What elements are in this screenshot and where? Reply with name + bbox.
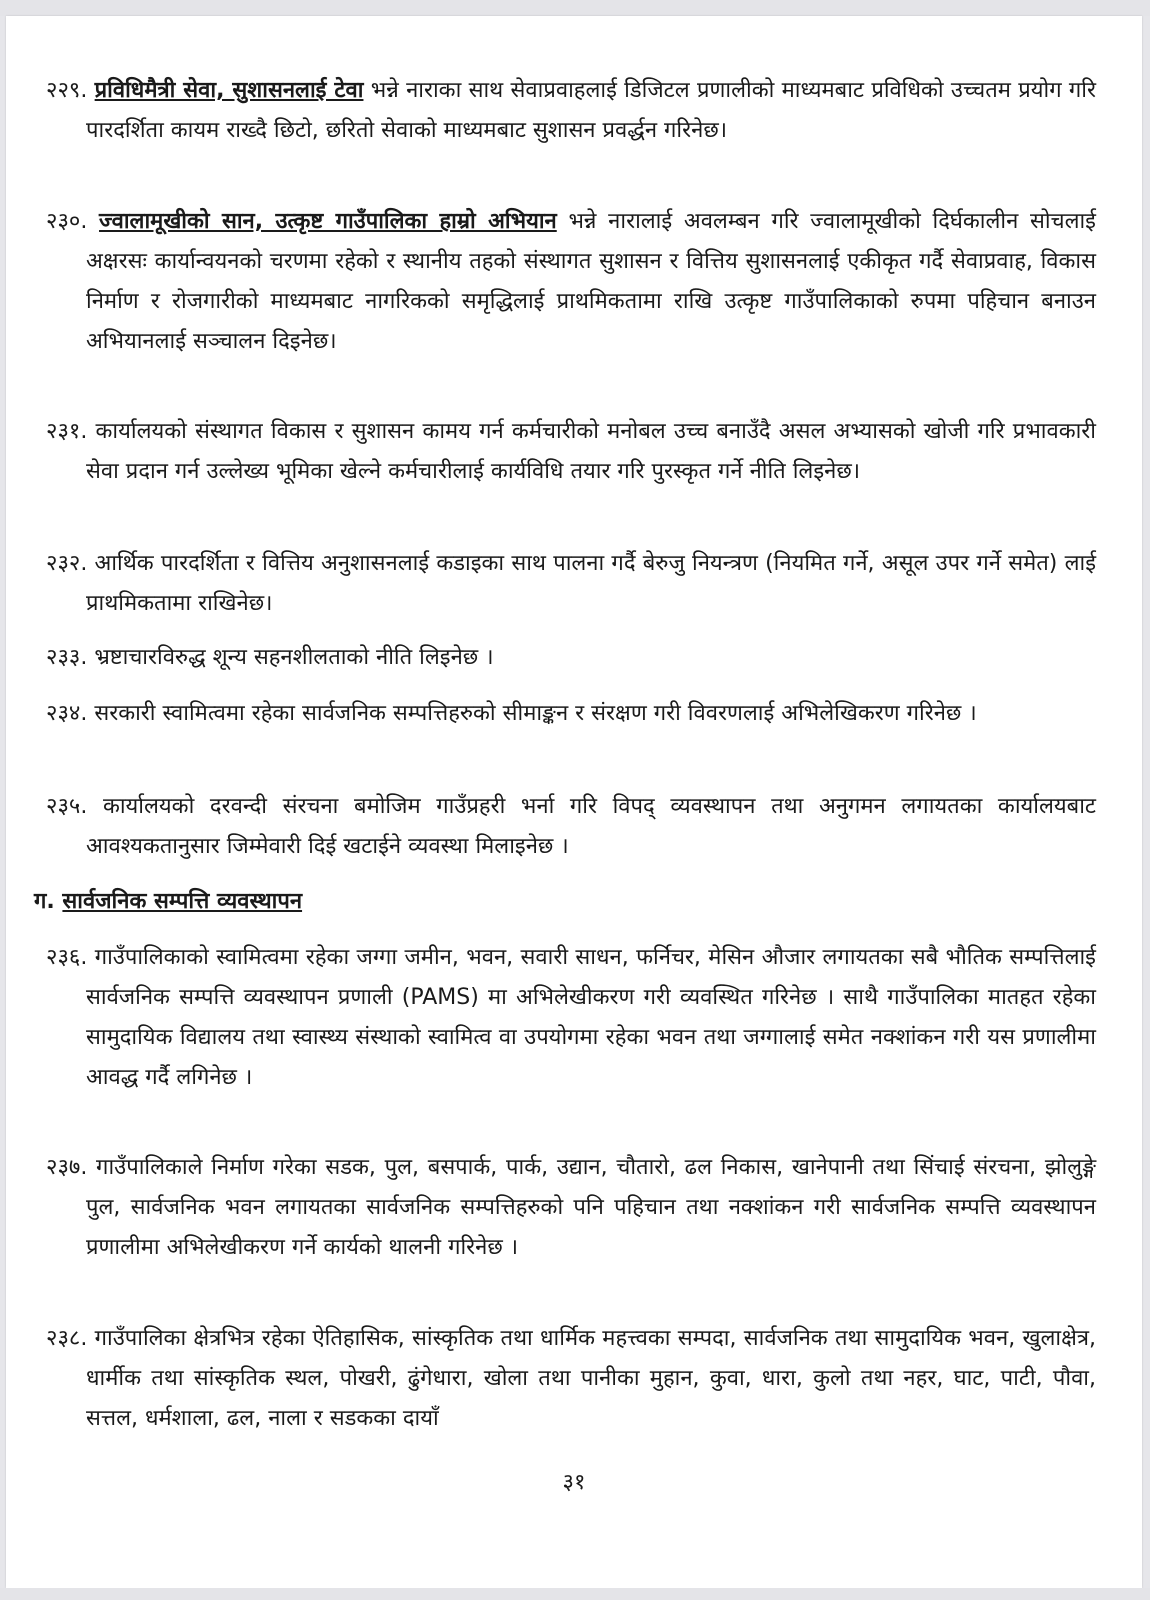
section-title: सार्वजनिक सम्पत्ति व्यवस्थापन xyxy=(62,889,303,914)
paragraph-text: भन्ने नारालाई अवलम्बन गरि ज्वालामूखीको दिर्घकालीन सोचलाई अक्षरसः कार्यान्वयनको चरणमा रहेको र स्थानीय तहको संस्थागत सुशासन र वित्तिय सुशासनलाई एकीकृत गर्दै सेवाप्रवाह, विकास निर्माण र रोजगारीको माध्यमबाट नागरिकको समृद्धिलाई प्राथमिकतामा राखि उत्कृष्ट गाउँपालिकाको रुपमा पहिचान बनाउन अभियानलाई सञ्चालन दिइनेछ। xyxy=(86,209,1096,354)
paragraph-text: सरकारी स्वामित्वमा रहेका सार्वजनिक सम्पत्तिहरुको सीमाङ्कन र संरक्षण गरी विवरणलाई अभिलेखिकरण गरिनेछ । xyxy=(87,701,977,726)
paragraph-number: २३१. xyxy=(46,419,88,444)
paragraph-text: भन्ने नाराका साथ सेवाप्रवाहलाई डिजिटल प्रणालीको माध्यमबाट प्रविधिको उच्चतम प्रयोग गरि पारदर्शिता कायम राख्दै छिटो, छरितो सेवाको माध्यमबाट सुशासन प्रवर्द्धन गरिनेछ। xyxy=(86,78,1096,143)
paragraph-232 xyxy=(46,544,1096,624)
paragraph-text: गाउँपालिकाको स्वामित्वमा रहेका जग्गा जमीन, भवन, सवारी साधन, फर्निचर, मेसिन औजार लगायतका सबै भौतिक सम्पत्तिलाई सार्वजनिक सम्पत्ति व्यवस्थापन प्रणाली (PAMS) मा अभिलेखीकरण गरी व्यवस्थित गरिनेछ । साथै गाउँपालिका मातहत रहेका सामुदायिक विद्यालय तथा स्वास्थ्य संस्थाको स्वामित्व वा उपयोगमा रहेका भवन तथा जग्गालाई समेत नक्शांकन गरी यस प्रणालीमा आवद्ध गर्दै लगिनेछ । xyxy=(86,945,1096,1090)
paragraph-number: २३४. xyxy=(46,701,88,726)
paragraph-238 xyxy=(46,1319,1096,1439)
paragraph-text: गाउँपालिकाले निर्माण गरेका सडक, पुल, बसपार्क, पार्क, उद्यान, चौतारो, ढल निकास, खानेपानी तथा सिंचाई संरचना, झोलुङ्गे पुल, सार्वजनिक भवन लगायतका सार्वजनिक सम्पत्तिहरुको पनि पहिचान तथा नक्शांकन गरी सार्वजनिक सम्पत्ति व्यवस्थापन प्रणालीमा अभिलेखीकरण गर्ने कार्यको थालनी गरिनेछ । xyxy=(86,1155,1096,1260)
paragraph-234 xyxy=(46,694,1096,734)
section-prefix: ग. xyxy=(34,889,55,914)
slogan-text: ज्वालामूखीको सान, उत्कृष्ट गाउँपालिका हाम्रो अभियान xyxy=(99,209,557,234)
paragraph-229 xyxy=(46,71,1096,151)
page-number: ३१ xyxy=(562,1470,586,1495)
paragraph-text: आर्थिक पारदर्शिता र वित्तिय अनुशासनलाई कडाइका साथ पालना गर्दै बेरुजु नियन्त्रण (नियमित गर्ने, असूल उपर गर्ने समेत) लाई प्राथमिकतामा राखिनेछ। xyxy=(86,551,1096,616)
paragraph-number: २३७. xyxy=(46,1155,88,1180)
paragraph-231 xyxy=(46,412,1096,492)
paragraph-number: २३८. xyxy=(46,1326,88,1351)
paragraph-text: कार्यालयको संस्थागत विकास र सुशासन कामय गर्न कर्मचारीको मनोबल उच्च बनाउँदै असल अभ्यासको खोजी गरि प्रभावकारी सेवा प्रदान गर्न उल्लेख्य भूमिका खेल्ने कर्मचारीलाई कार्यविधि तयार गरि पुरस्कृत गर्ने नीति लिइनेछ। xyxy=(86,419,1096,484)
viewer-top-bar xyxy=(0,0,1150,16)
paragraph-236 xyxy=(46,938,1096,1098)
paragraph-text: भ्रष्टाचारविरुद्ध शून्य सहनशीलताको नीति लिइनेछ । xyxy=(87,645,494,670)
paragraph-233 xyxy=(46,638,1096,678)
paragraph-number: २२९. xyxy=(46,78,88,103)
paragraph-235 xyxy=(46,787,1096,867)
paragraph-number: २३६. xyxy=(46,945,88,970)
paragraph-text: कार्यालयको दरवन्दी संरचना बमोजिम गाउँप्रहरी भर्ना गरि विपद् व्यवस्थापन तथा अनुगमन लगायतका कार्यालयबाट आवश्यकतानुसार जिम्मेवारी दिई खटाईने व्यवस्था मिलाइनेछ । xyxy=(86,794,1096,859)
document-page xyxy=(6,16,1142,1588)
paragraph-number: २३३. xyxy=(46,645,88,670)
section-heading xyxy=(34,882,634,922)
paragraph-text: गाउँपालिका क्षेत्रभित्र रहेका ऐतिहासिक, सांस्कृतिक तथा धार्मिक महत्त्वका सम्पदा, सार्वजनिक तथा सामुदायिक भवन, खुलाक्षेत्र, धार्मीक तथा सांस्कृतिक स्थल, पोखरी, ढुंगेधारा, खोला तथा पानीका मुहान, कुवा, धारा, कुलो तथा नहर, घाट, पाटी, पौवा, सत्तल, धर्मशाला, ढल, नाला र सडकका दायाँ xyxy=(86,1326,1096,1431)
paragraph-number: २३२. xyxy=(46,551,88,576)
paragraph-number: २३०. xyxy=(46,209,88,234)
paragraph-number: २३५. xyxy=(46,794,88,819)
paragraph-230 xyxy=(46,202,1096,362)
paragraph-237 xyxy=(46,1148,1096,1268)
viewer-bottom-bar xyxy=(0,1588,1150,1600)
slogan-text: प्रविधिमैत्री सेवा, सुशासनलाई टेवा xyxy=(94,78,364,103)
